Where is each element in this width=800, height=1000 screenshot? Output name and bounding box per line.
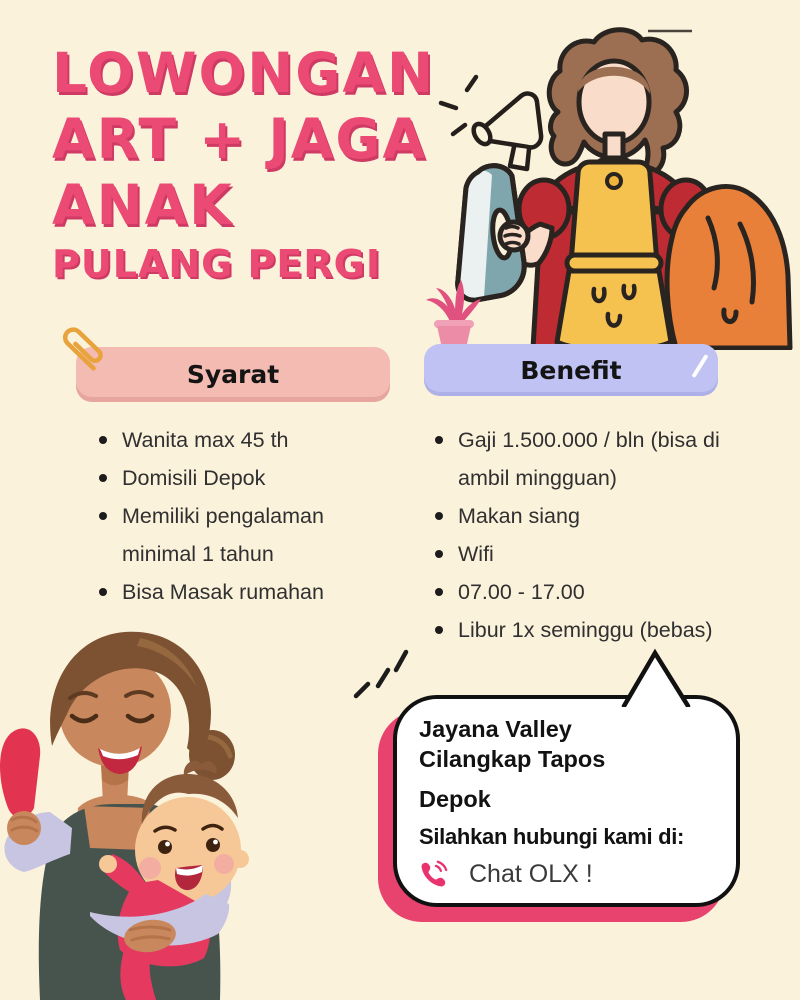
- benefit-header-label: Benefit: [520, 355, 622, 385]
- benefit-header-pill: [424, 344, 718, 396]
- bullet-dot: [432, 573, 458, 611]
- bullet-dot: [432, 611, 458, 649]
- bullet-dot: [432, 497, 458, 535]
- mother-holding-baby-illustration: [0, 616, 318, 1000]
- title-line-3: ANAK: [52, 173, 234, 237]
- emphasis-dashes: [348, 640, 412, 704]
- shine-mark: [691, 354, 708, 378]
- benefit-list: [432, 421, 766, 649]
- contact-address-line3: Depok: [419, 786, 491, 812]
- list-item: Gaji 1.500.000 / bln (bisa di ambil mingguan): [432, 421, 766, 497]
- syarat-header-pill: [76, 347, 390, 402]
- syarat-header-label: Syarat: [186, 360, 280, 389]
- phone-call-icon: [419, 859, 449, 889]
- bullet-dot: [432, 535, 458, 573]
- housekeeper-ironing-illustration: [418, 12, 800, 350]
- title-line-1: LOWONGAN: [52, 41, 436, 105]
- megaphone-doodle-icon: [441, 77, 541, 169]
- list-item: Wanita max 45 th: [96, 421, 392, 459]
- list-item: Makan siang: [432, 497, 766, 535]
- contact-channel-row: [419, 859, 718, 889]
- contact-address-line1: Jayana Valley: [419, 716, 572, 742]
- syarat-list: [96, 421, 392, 611]
- title-subtitle: PULANG PERGI: [52, 242, 381, 286]
- red-phone: [0, 728, 40, 817]
- speech-bubble-tail: [614, 645, 698, 707]
- bullet-dot: [96, 497, 122, 535]
- bullet-dot: [96, 573, 122, 611]
- bullet-dot: [432, 421, 458, 459]
- list-item: 07.00 - 17.00: [432, 573, 766, 611]
- contact-channel-label: Chat OLX !: [469, 859, 593, 888]
- bullet-dot: [96, 421, 122, 459]
- paperclip-icon: [56, 317, 112, 379]
- list-item: Domisili Depok: [96, 459, 392, 497]
- contact-address-line2: Cilangkap Tapos: [419, 746, 606, 772]
- contact-cta: Silahkan hubungi kami di:: [419, 824, 685, 849]
- list-item: Bisa Masak rumahan: [96, 573, 392, 611]
- page-title: [52, 40, 435, 287]
- title-line-2: ART + JAGA: [52, 107, 428, 171]
- list-item: Wifi: [432, 535, 766, 573]
- list-item: Memiliki pengalaman minimal 1 tahun: [96, 497, 392, 573]
- contact-speech-bubble: [393, 695, 740, 907]
- list-item: Libur 1x seminggu (bebas): [432, 611, 766, 649]
- bullet-dot: [96, 459, 122, 497]
